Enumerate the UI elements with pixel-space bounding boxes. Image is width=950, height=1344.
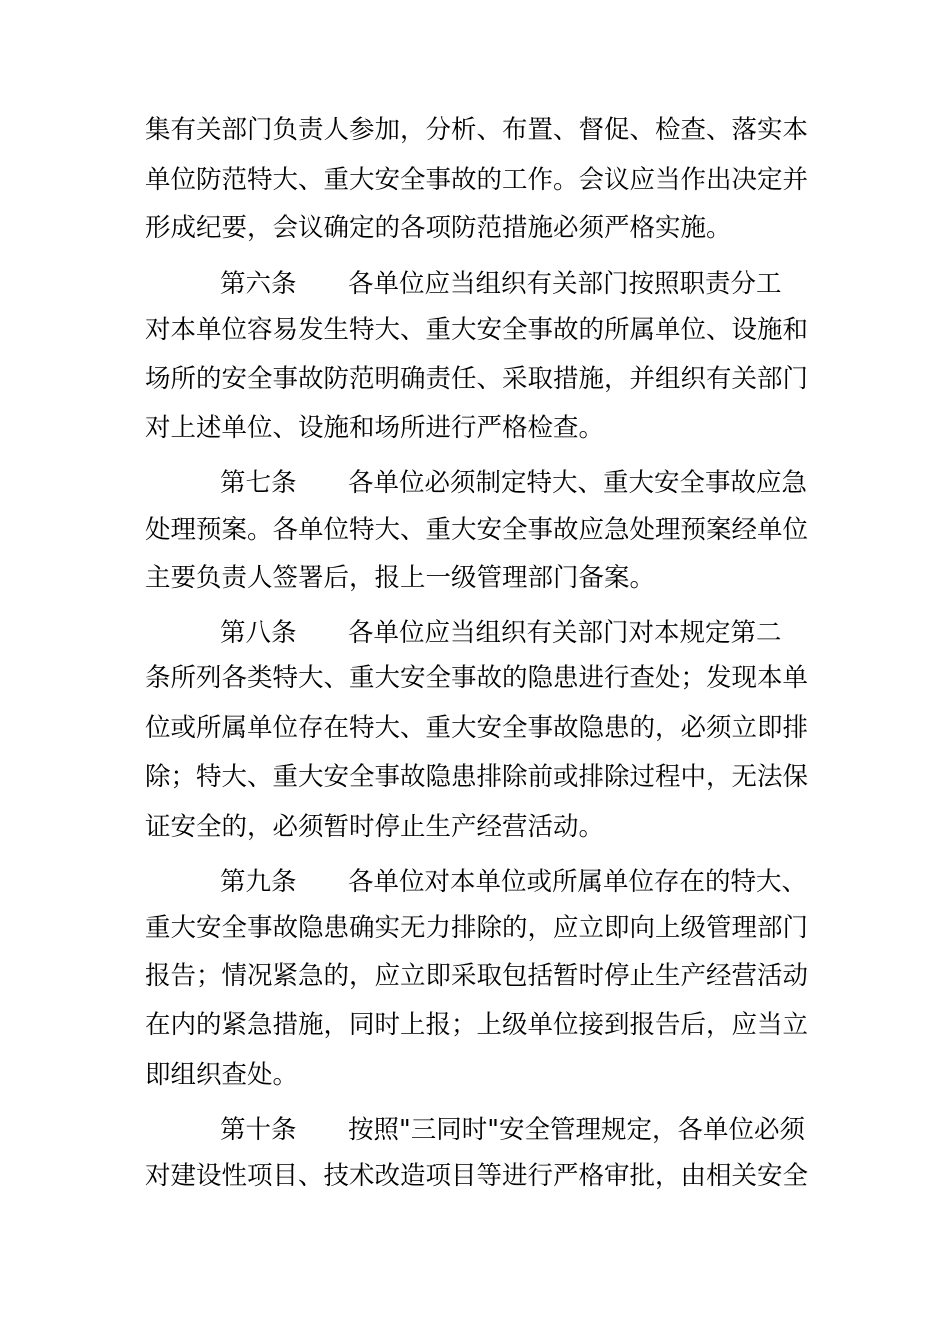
article-number: 第八条: [220, 618, 297, 648]
body-text-line: 各单位应当组织有关部门对本规定第二: [348, 618, 782, 648]
body-text-line: 位或所属单位存在特大、重大安全事故隐患的，必须立即排: [145, 713, 809, 743]
body-text-line: 条所列各类特大、重大安全事故的隐患进行查处；发现本单: [145, 663, 809, 693]
body-text-line: 对建设性项目、技术改造项目等进行严格审批，由相关安全: [145, 1161, 809, 1191]
body-text-line: 重大安全事故隐患确实无力排除的，应立即向上级管理部门: [145, 913, 809, 943]
body-text-line: 证安全的，必须暂时停止生产经营活动。: [145, 812, 605, 842]
body-text-line: 对上述单位、设施和场所进行严格检查。: [145, 413, 605, 443]
article-number: 第九条: [220, 867, 297, 897]
body-text-line: 单位防范特大、重大安全事故的工作。会议应当作出决定并: [145, 165, 809, 195]
body-text-line: 集有关部门负责人参加，分析、布置、督促、检查、落实本: [145, 115, 809, 145]
body-text-line: 在内的紧急措施，同时上报；上级单位接到报告后，应当立: [145, 1010, 809, 1040]
body-text-line: 对本单位容易发生特大、重大安全事故的所属单位、设施和: [145, 315, 809, 345]
article-number: 第六条: [220, 269, 297, 299]
body-text-line: 主要负责人签署后，报上一级管理部门备案。: [145, 563, 656, 593]
body-text-line: 处理预案。各单位特大、重大安全事故应急处理预案经单位: [145, 515, 809, 545]
body-text-line: 各单位必须制定特大、重大安全事故应急: [348, 468, 808, 498]
body-text-line: 形成纪要，会议确定的各项防范措施必须严格实施。: [145, 213, 732, 243]
body-text-line: 各单位应当组织有关部门按照职责分工: [348, 269, 782, 299]
body-text-line: 除；特大、重大安全事故隐患排除前或排除过程中，无法保: [145, 762, 809, 792]
body-text-line: 各单位对本单位或所属单位存在的特大、: [348, 867, 808, 897]
body-text-line: 即组织查处。: [145, 1060, 299, 1090]
body-text-line: 场所的安全事故防范明确责任、采取措施，并组织有关部门: [145, 364, 809, 394]
body-text-line: 按照"三同时"安全管理规定，各单位必须: [348, 1115, 805, 1145]
article-number: 第七条: [220, 468, 297, 498]
body-text-line: 报告；情况紧急的，应立即采取包括暂时停止生产经营活动: [145, 961, 809, 991]
article-number: 第十条: [220, 1115, 297, 1145]
